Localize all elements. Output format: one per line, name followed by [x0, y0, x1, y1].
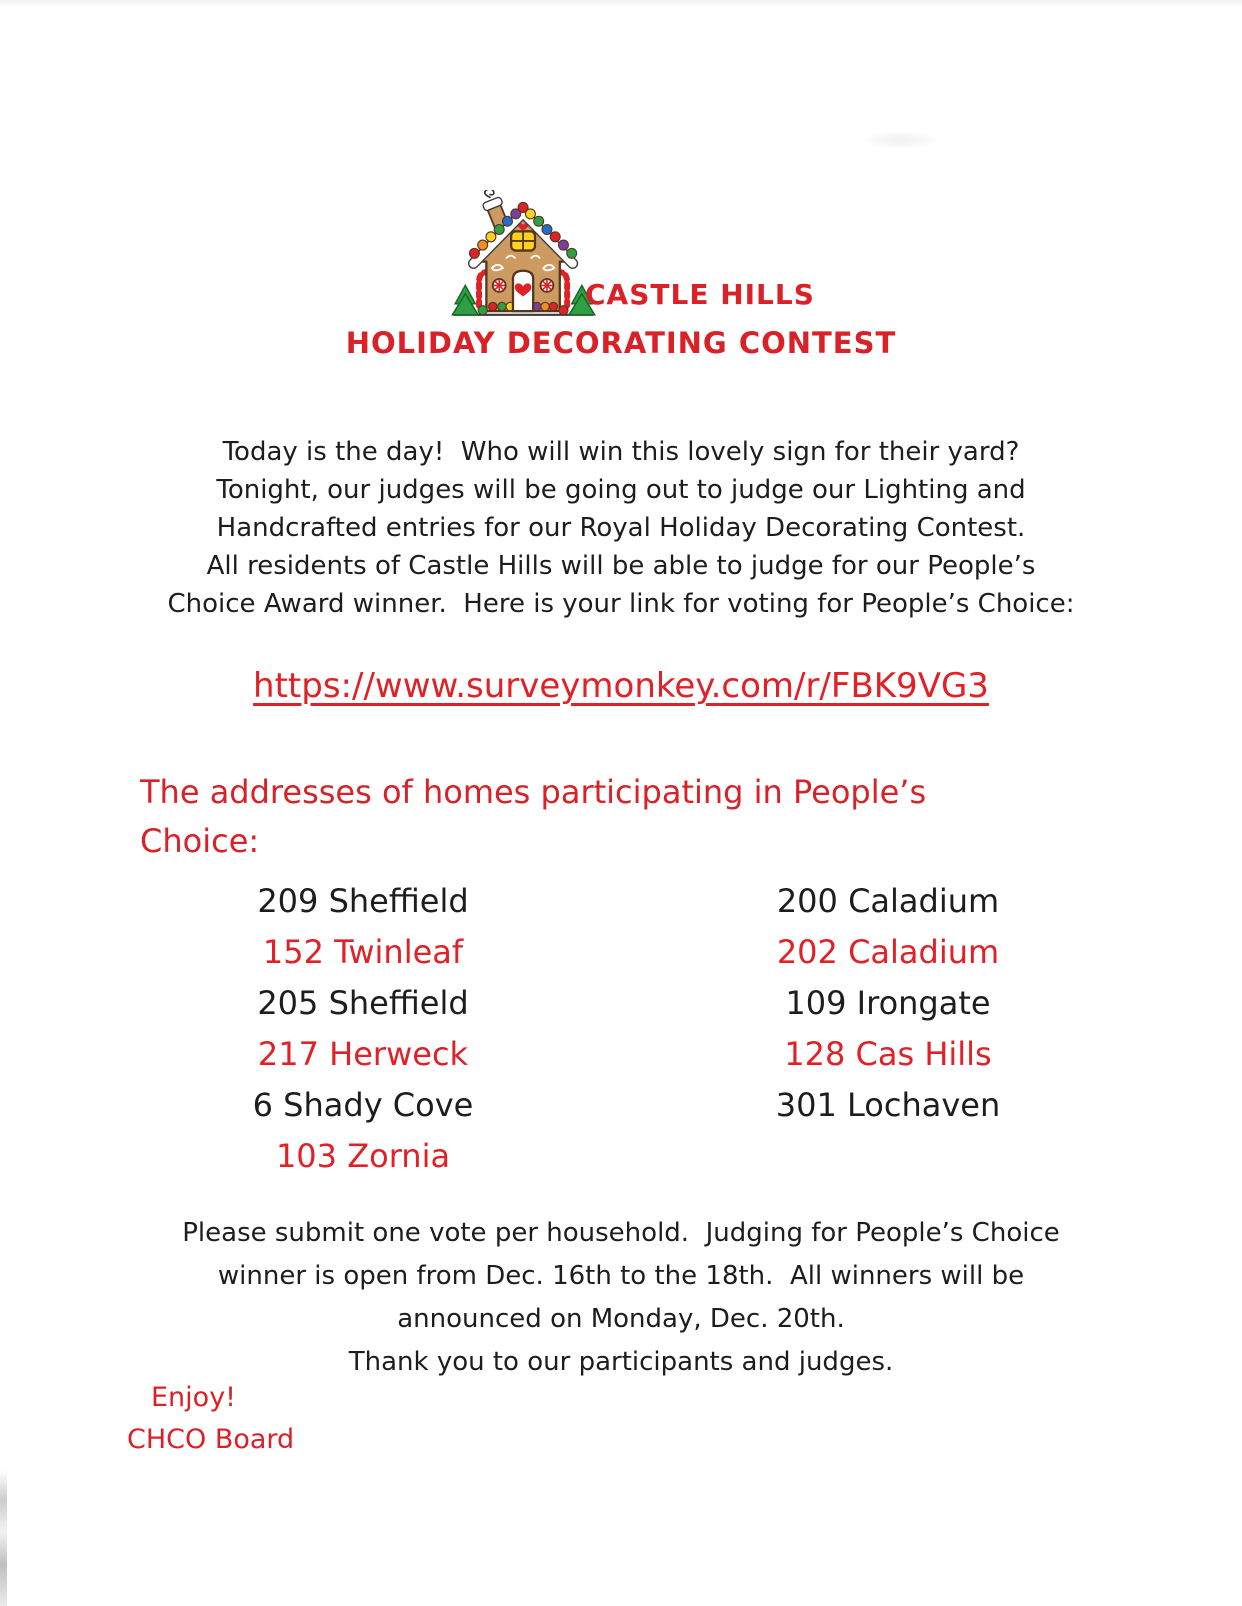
address-item: 202 Caladium [776, 933, 1000, 971]
closing-line: announced on Monday, Dec. 20th. [397, 1304, 845, 1334]
address-item: 109 Irongate [785, 984, 991, 1022]
address-item: 200 Caladium [776, 882, 1000, 920]
intro-paragraph [0, 433, 1242, 623]
intro-line: Today is the day! Who will win this lovely sign for their yard? [222, 437, 1020, 467]
closing-line: winner is open from Dec. 16th to the 18th. All winners will be [217, 1261, 1025, 1291]
address-item: 301 Lochaven [775, 1086, 1001, 1124]
address-item: 209 Sheffield [257, 882, 469, 920]
intro-line: Choice Award winner. Here is your link for voting for People’s Choice: [167, 589, 1075, 619]
closing-paragraph [0, 1212, 1242, 1384]
event-title: HOLIDAY DECORATING CONTEST [345, 326, 897, 360]
address-item: 217 Herweck [257, 1035, 469, 1073]
address-item: 103 Zornia [275, 1137, 451, 1175]
org-title: CASTLE HILLS [585, 278, 815, 311]
closing-line: Thank you to our participants and judges. [348, 1347, 894, 1377]
addresses-heading-line: The addresses of homes participating in People’s [140, 773, 927, 811]
intro-line: All residents of Castle Hills will be able to judge for our People’s [206, 551, 1036, 581]
scan-artifact-edge [0, 1470, 7, 1606]
signature-board: CHCO Board [127, 1424, 295, 1455]
addresses-right-column [738, 876, 1038, 1131]
addresses-heading-line: Choice: [140, 822, 260, 860]
addresses-left-column [213, 876, 513, 1182]
address-item: 205 Sheffield [257, 984, 469, 1022]
closing-line: Please submit one vote per household. Judging for People’s Choice [182, 1218, 1060, 1248]
address-item: 152 Twinleaf [262, 933, 464, 971]
voting-link[interactable]: https://www.surveymonkey.com/r/FBK9VG3 [253, 666, 989, 706]
voting-link-row [0, 666, 1242, 706]
scan-artifact-top [0, 0, 1242, 8]
address-item: 128 Cas Hills [784, 1035, 992, 1073]
intro-line: Tonight, our judges will be going out to judge our Lighting and [216, 475, 1026, 505]
addresses-heading [140, 768, 1040, 866]
gingerbread-house-icon [443, 190, 605, 324]
address-item: 6 Shady Cove [252, 1086, 474, 1124]
signature-enjoy: Enjoy! [151, 1382, 236, 1413]
scan-artifact-smudge [860, 130, 940, 150]
intro-line: Handcrafted entries for our Royal Holiday Decorating Contest. [216, 513, 1026, 543]
